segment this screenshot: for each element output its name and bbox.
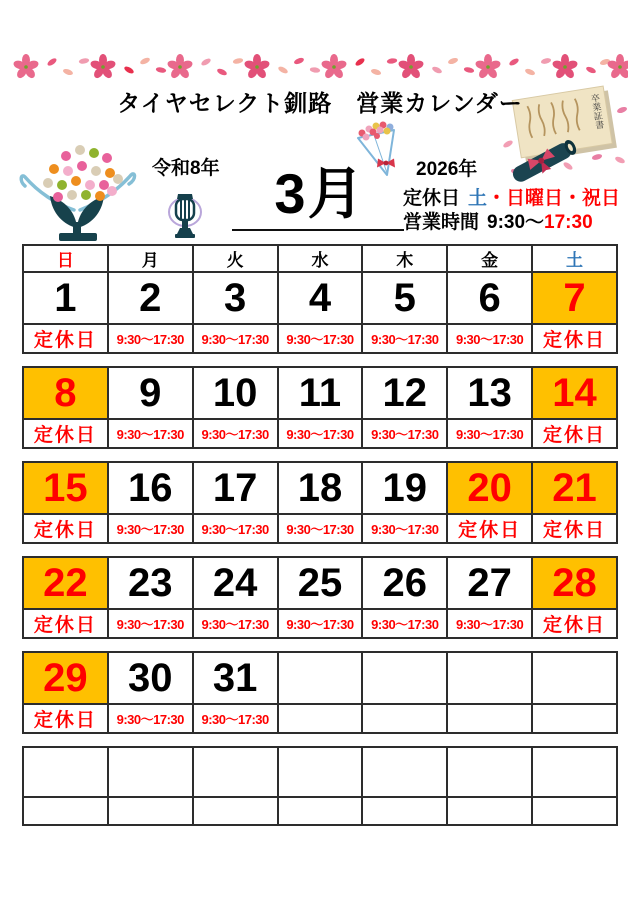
era-year-label: 令和8年 (152, 158, 220, 179)
note-cell: 9:30～17:30 (108, 419, 193, 448)
note-cell (278, 704, 363, 733)
date-cell: 16 (108, 462, 193, 514)
date-cell: 18 (278, 462, 363, 514)
note-cell: 定休日 (23, 704, 108, 733)
date-cell: 13 (447, 367, 532, 419)
calendar-week-block-3 (22, 461, 618, 544)
note-cell (532, 704, 617, 733)
certificate-title-text: 卒業証書 (589, 92, 605, 130)
note-cell: 9:30～17:30 (278, 609, 363, 638)
sakura-flowers-border-icon (12, 52, 628, 82)
date-cell: 3 (193, 272, 278, 324)
date-cell (447, 747, 532, 797)
note-cell: 9:30～17:30 (108, 514, 193, 543)
month-label: 3月 (274, 162, 366, 225)
note-cell: 9:30～17:30 (108, 324, 193, 353)
note-cell (362, 704, 447, 733)
date-cell: 25 (278, 557, 363, 609)
day-of-week-header-row (23, 245, 617, 272)
flower-bouquet-icon (350, 119, 400, 179)
note-cell: 9:30～17:30 (193, 514, 278, 543)
date-cell: 19 (362, 462, 447, 514)
note-row (23, 324, 617, 353)
note-cell: 定休日 (532, 419, 617, 448)
note-cell: 9:30～17:30 (278, 514, 363, 543)
note-cell: 9:30～17:30 (447, 324, 532, 353)
note-cell: 定休日 (23, 609, 108, 638)
note-cell: 9:30～17:30 (108, 609, 193, 638)
date-cell: 20 (447, 462, 532, 514)
date-cell: 7 (532, 272, 617, 324)
date-cell (362, 747, 447, 797)
date-cell: 29 (23, 652, 108, 704)
note-cell: 定休日 (23, 514, 108, 543)
date-cell (23, 747, 108, 797)
note-cell: 9:30～17:30 (278, 419, 363, 448)
date-cell: 9 (108, 367, 193, 419)
note-cell: 9:30～17:30 (362, 324, 447, 353)
note-cell: 9:30～17:30 (193, 324, 278, 353)
year-label: 2026年 (416, 159, 478, 180)
business-hours-open: 9:30～ (487, 212, 545, 233)
day-header-cell: 日 (23, 245, 108, 272)
date-cell: 4 (278, 272, 363, 324)
day-header-cell: 水 (278, 245, 363, 272)
day-header-cell: 土 (532, 245, 617, 272)
date-cell: 14 (532, 367, 617, 419)
note-cell: 定休日 (532, 514, 617, 543)
lantern-icon (165, 192, 205, 244)
closed-saturday: 土 (468, 188, 488, 209)
calendar-week-block-4 (22, 556, 618, 639)
closed-days-label: 定休日 (403, 188, 461, 209)
business-hours-line (403, 211, 620, 235)
note-row (23, 704, 617, 733)
note-row (23, 797, 617, 825)
closed-days-list: ・日曜日・祝日 (487, 188, 621, 209)
date-cell: 8 (23, 367, 108, 419)
note-cell (362, 797, 447, 825)
note-cell (447, 704, 532, 733)
note-cell (108, 797, 193, 825)
date-cell: 23 (108, 557, 193, 609)
note-row (23, 419, 617, 448)
note-cell (193, 797, 278, 825)
note-cell: 9:30～17:30 (447, 419, 532, 448)
month-underline (232, 229, 404, 231)
date-row (23, 557, 617, 609)
page-title: タイヤセレクト釧路 営業カレンダー (117, 90, 523, 116)
calendar-week-block-5 (22, 651, 618, 734)
calendar-week-block-6 (22, 746, 618, 826)
note-cell (23, 797, 108, 825)
note-row (23, 609, 617, 638)
note-cell: 9:30～17:30 (193, 419, 278, 448)
note-cell: 9:30～17:30 (193, 609, 278, 638)
date-cell: 2 (108, 272, 193, 324)
date-cell: 26 (362, 557, 447, 609)
business-hours-label: 営業時間 (403, 212, 480, 233)
note-cell: 9:30～17:30 (108, 704, 193, 733)
note-cell: 9:30～17:30 (278, 324, 363, 353)
note-cell: 定休日 (532, 324, 617, 353)
date-cell: 1 (23, 272, 108, 324)
note-cell: 9:30～17:30 (447, 609, 532, 638)
date-cell: 31 (193, 652, 278, 704)
date-row (23, 747, 617, 797)
date-cell (193, 747, 278, 797)
date-cell: 15 (23, 462, 108, 514)
note-row (23, 514, 617, 543)
note-cell: 定休日 (23, 324, 108, 353)
calendar-grid (22, 244, 618, 838)
date-cell (532, 652, 617, 704)
date-cell (447, 652, 532, 704)
note-cell (278, 797, 363, 825)
calendar-week-block-1 (22, 244, 618, 354)
date-cell (108, 747, 193, 797)
date-row (23, 462, 617, 514)
note-cell (447, 797, 532, 825)
note-cell: 9:30～17:30 (362, 609, 447, 638)
date-cell: 22 (23, 557, 108, 609)
date-cell: 6 (447, 272, 532, 324)
date-cell: 5 (362, 272, 447, 324)
business-hours-close: 17:30 (544, 212, 593, 233)
date-cell: 17 (193, 462, 278, 514)
date-cell (532, 747, 617, 797)
date-cell: 12 (362, 367, 447, 419)
date-cell (278, 652, 363, 704)
day-header-cell: 木 (362, 245, 447, 272)
date-cell: 21 (532, 462, 617, 514)
date-cell: 10 (193, 367, 278, 419)
date-cell: 28 (532, 557, 617, 609)
date-cell (362, 652, 447, 704)
note-cell: 定休日 (532, 609, 617, 638)
day-header-cell: 火 (193, 245, 278, 272)
date-cell: 11 (278, 367, 363, 419)
calendar-week-block-2 (22, 366, 618, 449)
note-cell: 9:30～17:30 (362, 514, 447, 543)
day-header-cell: 金 (447, 245, 532, 272)
day-header-cell: 月 (108, 245, 193, 272)
date-cell (278, 747, 363, 797)
date-cell: 27 (447, 557, 532, 609)
note-cell: 定休日 (447, 514, 532, 543)
date-cell: 30 (108, 652, 193, 704)
date-row (23, 367, 617, 419)
note-cell: 定休日 (23, 419, 108, 448)
note-cell (532, 797, 617, 825)
sprouting-bouquet-icon (14, 130, 142, 244)
note-cell: 9:30～17:30 (193, 704, 278, 733)
date-cell: 24 (193, 557, 278, 609)
date-row (23, 272, 617, 324)
date-row (23, 652, 617, 704)
note-cell: 9:30～17:30 (362, 419, 447, 448)
